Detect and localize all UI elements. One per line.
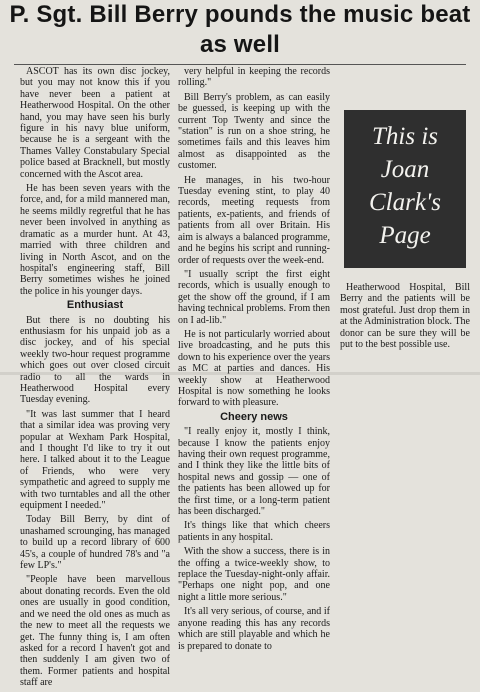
- banner-line: Page: [379, 222, 431, 249]
- paragraph: Today Bill Berry, by dint of unashamed scrounging, has managed to build up a record library of 600 45's, a couple of hundred 78's and "a few LP's.": [20, 514, 170, 572]
- article-column-1: [20, 66, 170, 692]
- subheading-enthusiast: Enthusiast: [66, 299, 124, 312]
- paragraph: He has been seven years with the force, and, for a mild mannered man, he seems mildly regretful that he has never been involved in anything as dramatic as a murder hunt. At 43, married with three children and living in North Ascot, and on the hospital's engineering staff, Bill Berry sometimes wishes he joined the police in his younger days.: [20, 183, 170, 297]
- paragraph: "It was last summer that I heard that a similar idea was proving very popular at Wexham Park Hospital, and I thought I'd like to try it out here. I talked about it to the League of Friends, who were very sympathetic and agreed to supply me with two turntables and all the other equipment I needed.": [20, 408, 170, 512]
- paragraph: With the show a success, there is in the offing a twice-weekly show, to replace the Tuesday-night-only affair. "Perhaps one night pop, and one night a little more serious.": [178, 546, 330, 603]
- banner-line: Clark's: [368, 189, 442, 216]
- article-column-2: [178, 66, 330, 655]
- headline: P. Sgt. Bill Berry pounds the music beat as well: [9, 1, 471, 58]
- paragraph: "People have been marvellous about donating records. Even the old ones are usually in good condition, and we need the old ones as much as the new to meet all the requests we get. The funny thing is, I am often asked for a record I haven't got and then suddenly I am given two of them. Former patients and hospital staff are: [20, 574, 170, 689]
- headline-rule: [14, 64, 466, 65]
- paragraph: But there is no doubting his enthusiasm for his unpaid job as a disc jockey, and of his special weekly two-hour request programme which goes out over closed circuit radio to all the wards in Heatherwood Hospital every Tuesday evening.: [20, 314, 170, 406]
- paragraph: "I usually script the first eight records, which is usually enough to get the show off the ground, if I am having technical problems. From then on I ad-lib.": [178, 268, 330, 326]
- paragraph: It's things like that which cheers patients in any hospital.: [178, 520, 330, 543]
- paragraph: ASCOT has its own disc jockey, but you may not know this if you have never been a patient at Heatherwood Hospital. On the other hand, you may have seen his burly figure in his navy blue uniform, because he is a sergeant with the Thames Valley Constabulary Special police based at Bracknell, but mostly concerned with the Ascot area.: [20, 66, 170, 180]
- banner-line: Joan: [380, 156, 430, 183]
- paper-fold-crease: [0, 372, 480, 375]
- paragraph: Bill Berry's problem, as can easily be guessed, is keeping up with the current Top Twenty and since the "station" is run on a shoe string, he sometimes fails and this leaves him almost as disappointed as the customer.: [178, 91, 330, 172]
- paragraph: "I really enjoy it, mostly I think, because I know the patients enjoy having their own request programme, and I think they like the little bits of hospital news and gossip — one of the patients has been allowed up for the first time, or a long-term patient has been discharged.": [178, 426, 330, 518]
- paragraph: Heatherwood Hospital, Bill Berry and the patients will be most grateful. Just drop them in at the Administration block. The donor can be sure they will be put to the best possible use.: [340, 282, 470, 351]
- page-banner: [344, 110, 466, 268]
- paragraph: very helpful in keeping the records rolling.": [178, 66, 330, 89]
- banner-line: This is: [371, 123, 438, 150]
- paragraph: He manages, in his two-hour Tuesday evening stint, to play 40 records, meeting requests from patients, ex-patients, and friends of patients from all over Britain. His aim is always a balanced programme, and he begins his script and running-order of requests over the week-end.: [178, 174, 330, 266]
- subheading-cheery-news: Cheery news: [220, 410, 288, 423]
- article-column-3: [340, 66, 470, 353]
- paragraph: It's all very serious, of course, and if anyone reading this has any records which are still playable and which he is prepared to donate to: [178, 606, 330, 652]
- paragraph: He is not particularly worried about live broadcasting, and he puts this down to his experience over the years as MC at parties and dances. His weekly show at Heatherwood Hospital is now something he looks forward to with pleasure.: [178, 328, 330, 409]
